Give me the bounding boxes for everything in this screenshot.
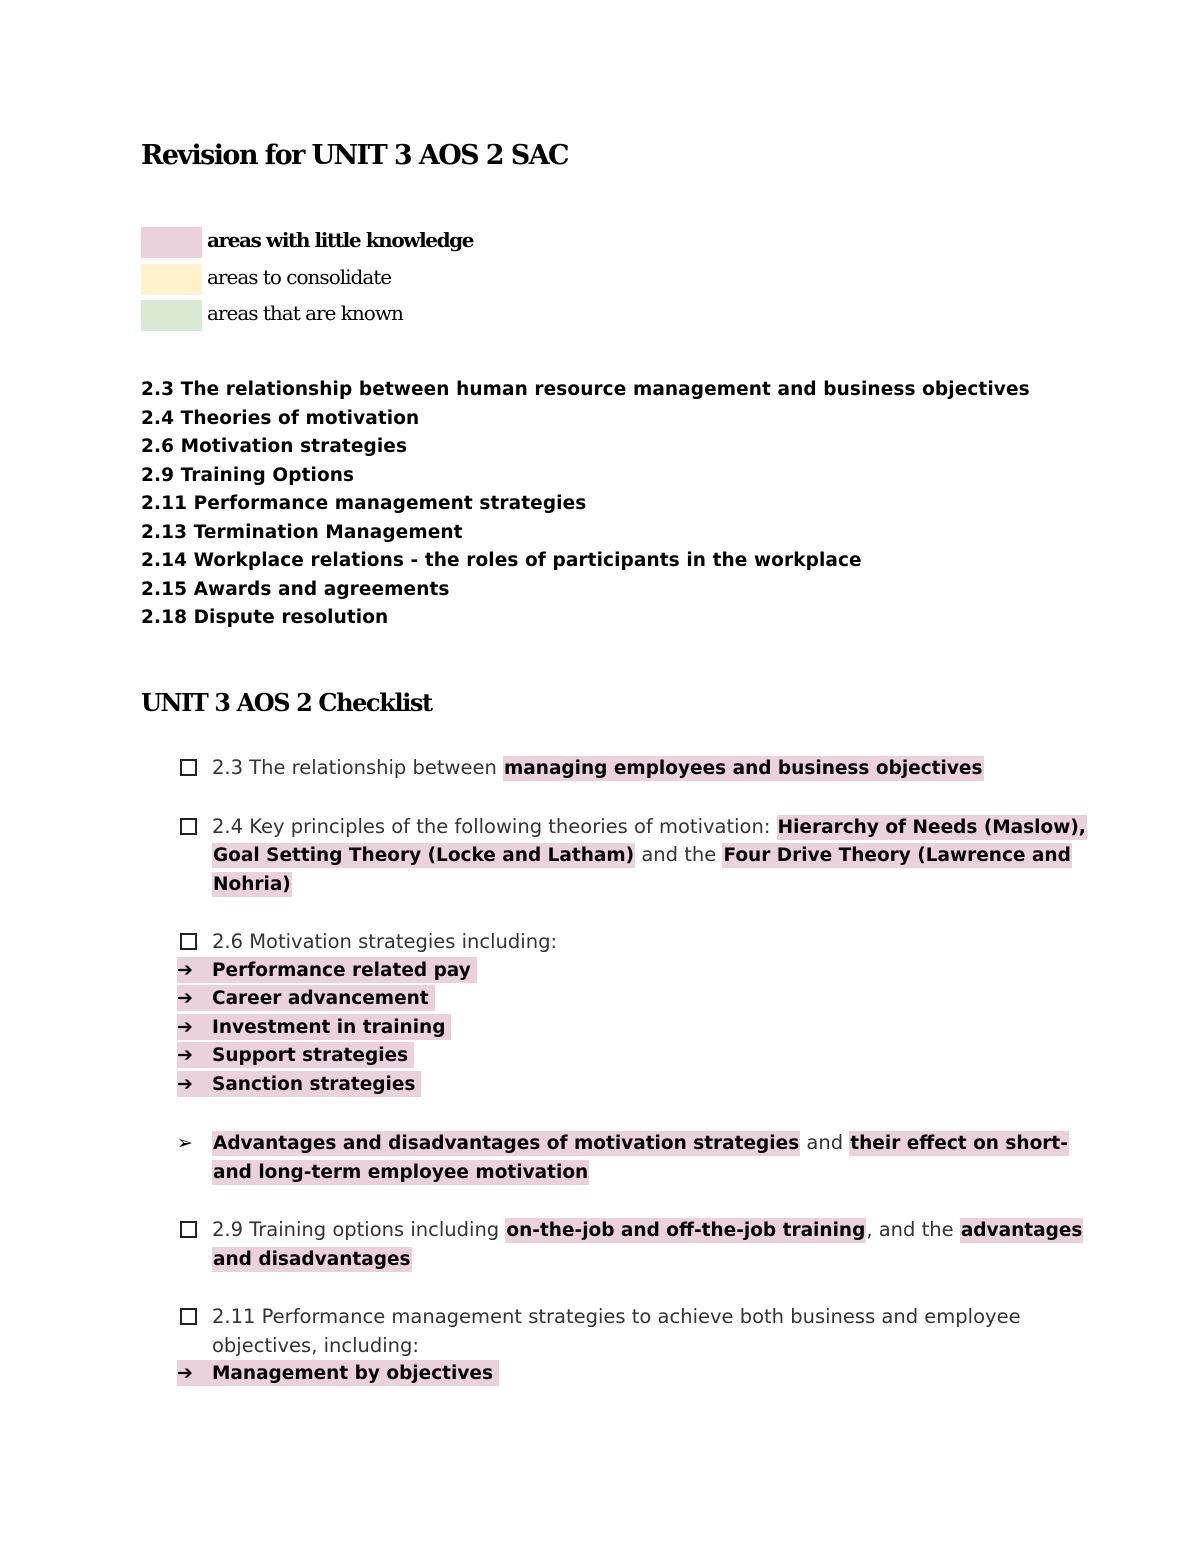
arrowhead-icon: ➢	[177, 1132, 193, 1154]
highlight-text: managing employees and business objectives	[504, 758, 983, 779]
page-title: Revision for UNIT 3 AOS 2 SAC	[141, 140, 568, 171]
checkbox[interactable]	[180, 1308, 197, 1325]
topic-item: 2.15 Awards and agreements	[141, 578, 450, 600]
list-item	[0, 1071, 1200, 1100]
checkbox[interactable]	[180, 759, 197, 776]
checklist-item-2-3	[0, 754, 1062, 783]
item-text: , and the	[866, 1218, 960, 1241]
highlight-text: Nohria)	[213, 873, 291, 895]
arrow-icon: ➔	[177, 1015, 193, 1038]
highlight-text: their effect on short-	[850, 1133, 1068, 1154]
arrow-icon: ➔	[177, 1044, 193, 1066]
highlight-text: Hierarchy of Needs (Maslow),	[777, 816, 1086, 838]
item-text: 2.11 Performance management strategies to achieve both business and employee	[212, 1305, 1021, 1328]
highlight-text: Goal Setting Theory (Locke and Latham)	[213, 845, 635, 866]
checkbox[interactable]	[180, 1221, 197, 1238]
list-item	[0, 1042, 1200, 1071]
bullet-text: Career advancement	[212, 988, 429, 1009]
topic-item: 2.11 Performance management strategies	[141, 493, 587, 514]
highlight-text: Four Drive Theory (Lawrence and	[723, 845, 1071, 866]
checkbox[interactable]	[180, 933, 197, 950]
checkbox[interactable]	[180, 818, 197, 835]
bullet-text: Sanction strategies	[212, 1073, 416, 1095]
highlight-text: and disadvantages	[213, 1248, 411, 1270]
topic-item: 2.4 Theories of motivation	[141, 407, 420, 429]
item-text: 2.9 Training options including	[212, 1218, 506, 1241]
legend-swatch	[141, 264, 202, 295]
topic-item: 2.14 Workplace relations - the roles of participants in the workplace	[141, 550, 862, 571]
topic-item: 2.3 The relationship between human resource management and business objectives	[141, 379, 1030, 400]
bullet-text: Support strategies	[212, 1045, 409, 1066]
highlight-text: and long-term employee motivation	[213, 1161, 589, 1183]
arrow-icon: ➔	[177, 1072, 193, 1095]
legend-swatch	[141, 227, 202, 258]
arrow-icon: ➔	[177, 987, 193, 1009]
arrow-icon: ➔	[177, 1362, 193, 1384]
item-text: objectives, including:	[212, 1333, 419, 1357]
legend-label: areas with little knowledge	[207, 228, 474, 252]
bullet-text: Performance related pay	[212, 959, 471, 981]
arrow-icon: ➔	[177, 958, 193, 981]
checklist-item-2-11	[0, 1303, 1062, 1360]
item-text: and the	[635, 843, 723, 866]
list-item	[0, 1360, 1200, 1389]
item-text: 2.3 The relationship between	[212, 756, 504, 779]
checklist	[0, 754, 1200, 1389]
checklist-item-2-6	[0, 928, 1062, 957]
item-text: 2.4 Key principles of the following theories of motivation:	[212, 814, 777, 838]
list-item	[0, 1014, 1200, 1043]
list-item	[0, 957, 1200, 986]
checklist-item-2-9	[0, 1216, 1083, 1273]
topic-item: 2.13 Termination Management	[141, 521, 463, 543]
topic-item: 2.9 Training Options	[141, 464, 355, 486]
topic-list	[141, 376, 1030, 633]
highlight-text: Advantages and disadvantages of motivation strategies	[213, 1133, 800, 1154]
legend-swatch	[141, 300, 202, 331]
topic-item: 2.18 Dispute resolution	[141, 607, 389, 628]
list-item	[0, 985, 1200, 1014]
highlight-text: advantages	[960, 1220, 1083, 1241]
checklist-heading: UNIT 3 AOS 2 Checklist	[141, 688, 432, 717]
item-text: 2.6 Motivation strategies including:	[212, 930, 558, 953]
item-text: and	[800, 1131, 850, 1154]
checklist-item-2-4	[0, 813, 1086, 899]
legend-label: areas to consolidate	[207, 264, 392, 289]
checklist-item-advantages	[0, 1129, 1200, 1186]
legend-label: areas that are known	[207, 301, 403, 325]
bullet-text: Management by objectives	[212, 1363, 493, 1384]
bullet-text: Investment in training	[212, 1016, 446, 1038]
topic-item: 2.6 Motivation strategies	[141, 436, 408, 457]
highlight-text: on-the-job and off-the-job training	[506, 1220, 866, 1241]
